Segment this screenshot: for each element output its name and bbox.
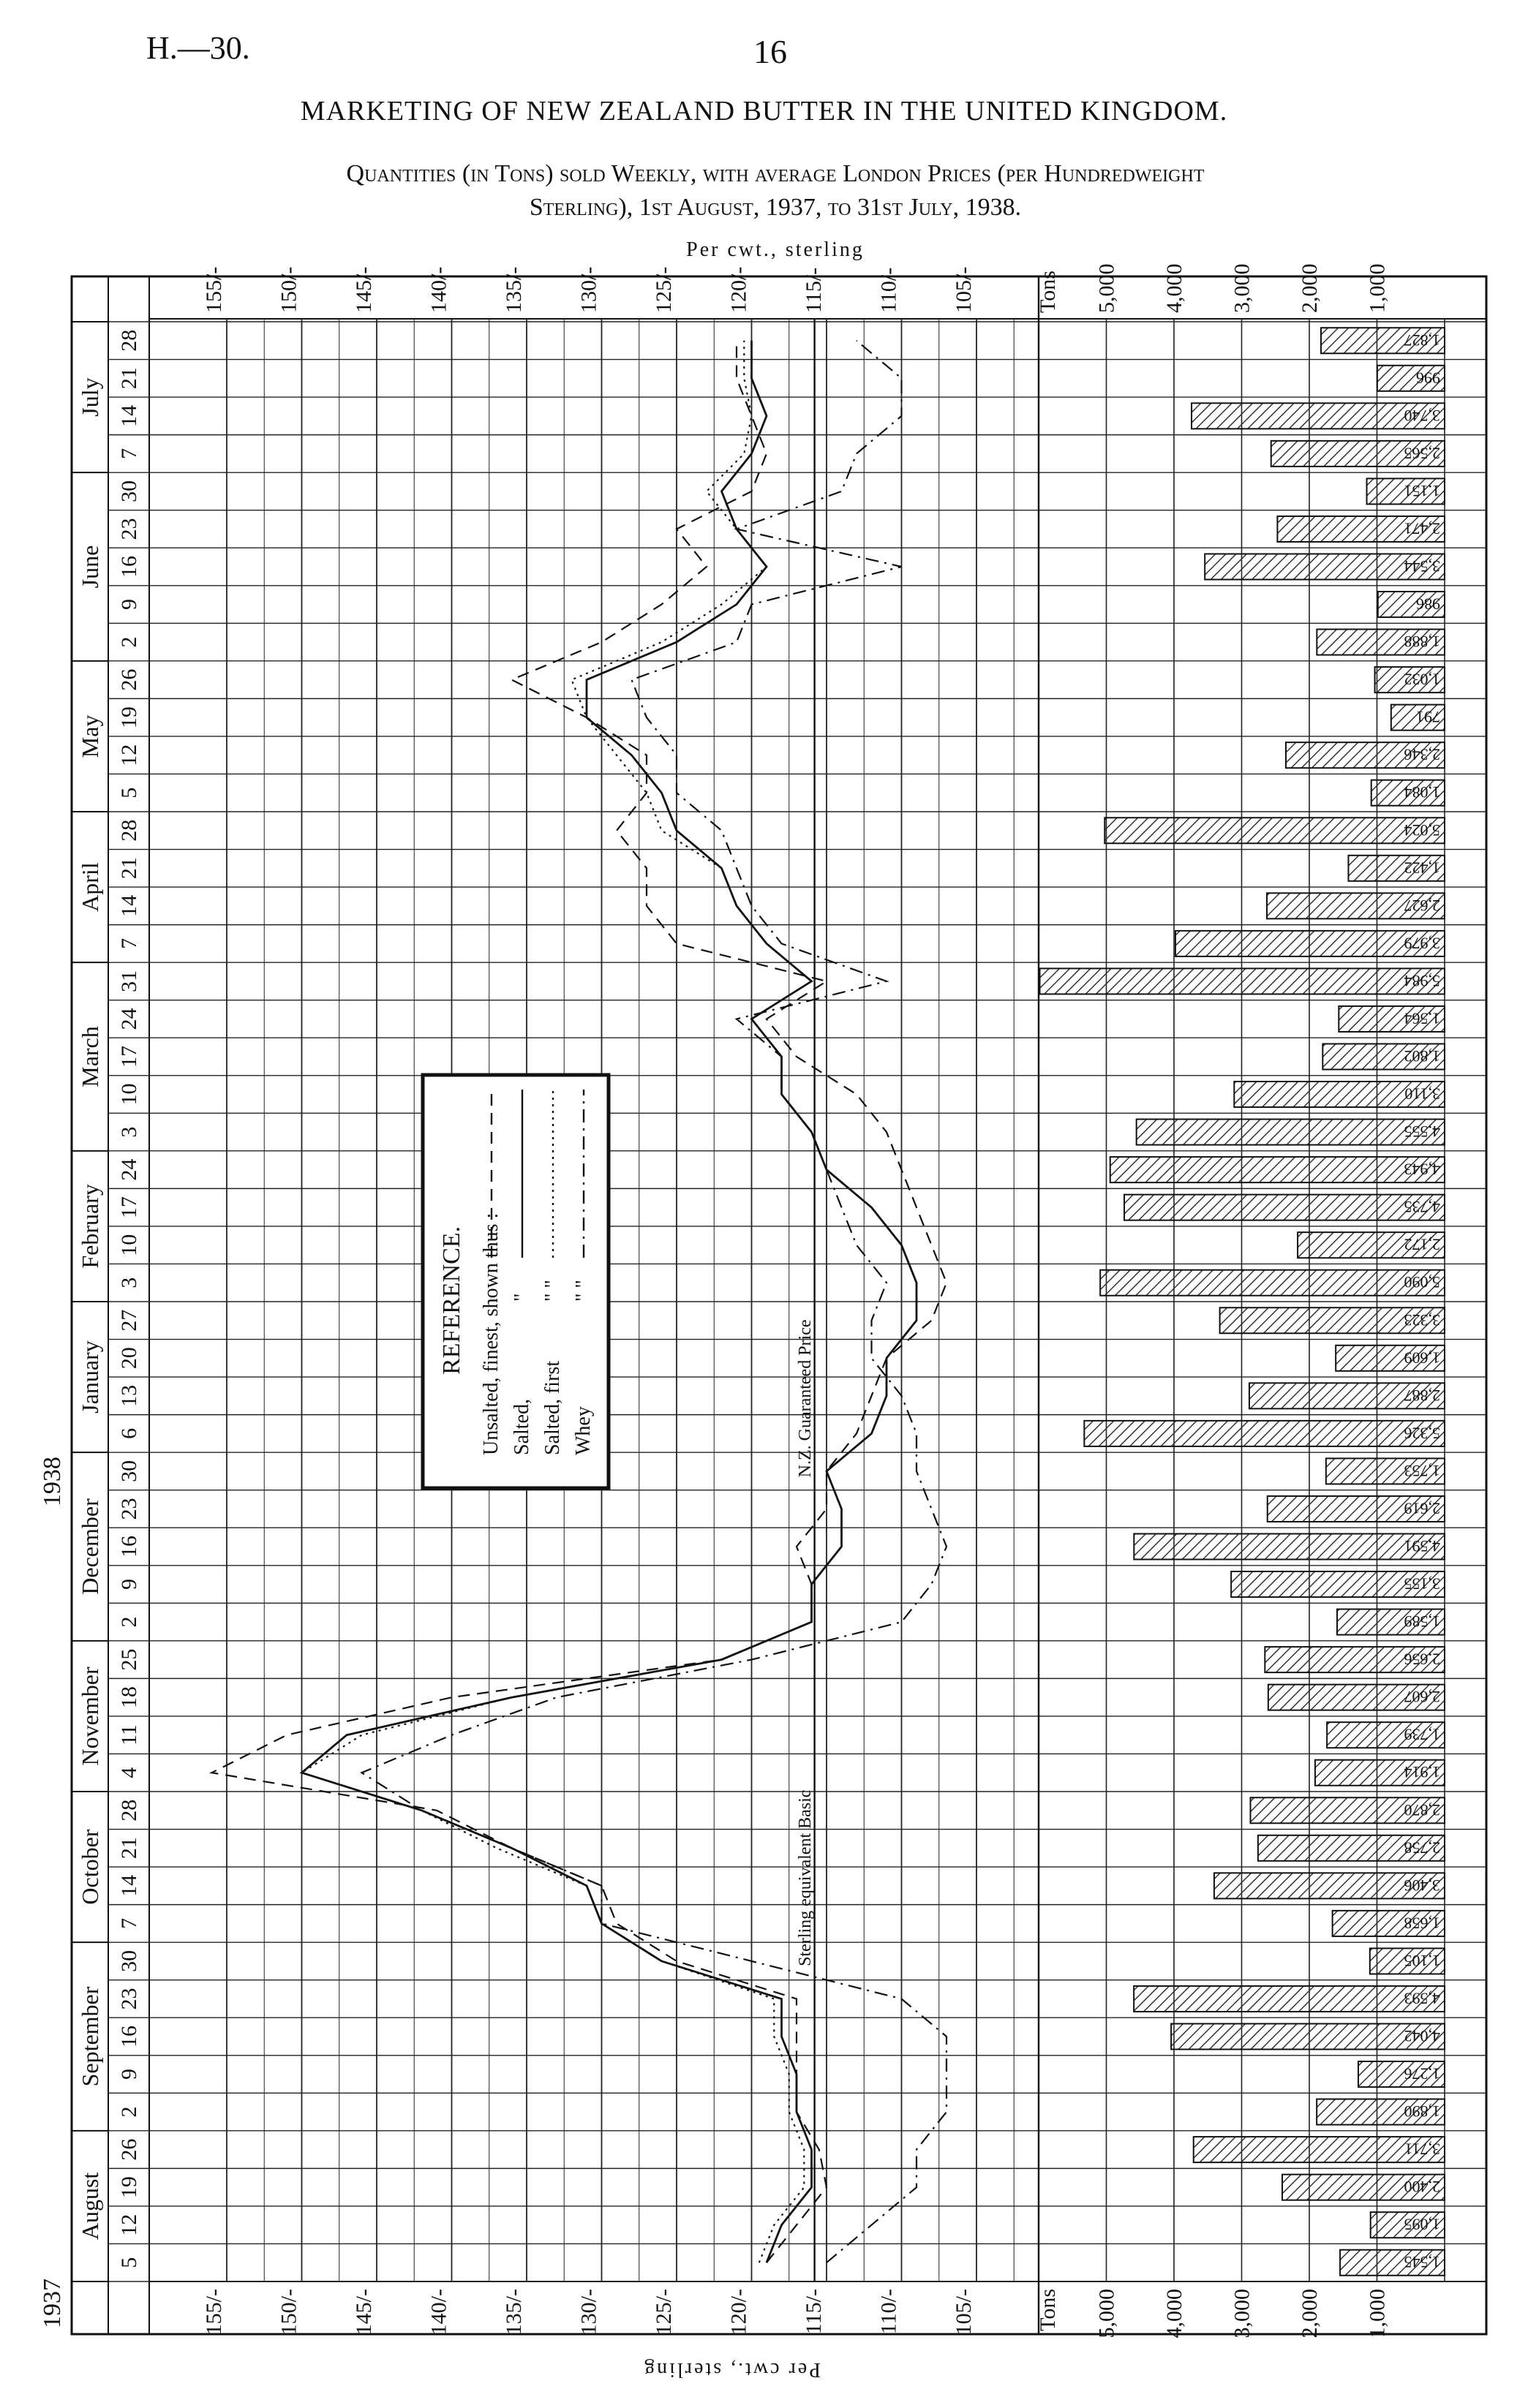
tons-bar-label: 1,276 [1404, 2064, 1440, 2083]
tons-tick-label-bottom: 2,000 [1298, 2289, 1322, 2339]
year-label: 1937 [39, 2279, 66, 2328]
subtitle-line-1: Quantities (in Tons) sold Weekly, with average London Prices (per Hundredweight [346, 160, 1205, 187]
tons-bar-label: 2,607 [1404, 1688, 1440, 1707]
tons-bar-label: 2,619 [1404, 1499, 1440, 1518]
week-day-label: 26 [117, 2138, 141, 2161]
week-day-label: 16 [117, 1536, 141, 1558]
price-tick-label-top: 130/- [576, 266, 601, 313]
price-tick-label-top: 120/- [726, 266, 751, 313]
price-tick-label-bottom: 110/- [876, 2289, 901, 2335]
tons-tick-label-bottom: 3,000 [1230, 2289, 1254, 2339]
week-day-label: 14 [117, 894, 141, 917]
tons-bar-label: 2,656 [1404, 1650, 1440, 1669]
tons-bar [1084, 1421, 1445, 1446]
week-day-label: 21 [117, 367, 141, 390]
week-day-label: 25 [117, 1648, 141, 1671]
tons-bar-label: 1,545 [1404, 2253, 1440, 2272]
tons-bar-label: 791 [1416, 708, 1440, 727]
legend-label: Salted, [511, 1399, 533, 1455]
price-tick-label-bottom: 140/- [426, 2289, 451, 2336]
tons-bar-label: 1,589 [1404, 1612, 1440, 1631]
week-day-label: 27 [117, 1309, 141, 1332]
tons-bar-label: 1,739 [1404, 1725, 1440, 1744]
tons-bar-label: 1,890 [1404, 2102, 1440, 2121]
tons-bar-label: 2,346 [1404, 745, 1440, 764]
price-axis-label-inverted: Per cwt., sterling [642, 2358, 821, 2381]
tons-bar-label: 5,090 [1404, 1273, 1440, 1292]
tons-bar-label: 4,555 [1404, 1122, 1440, 1141]
week-day-label: 14 [117, 404, 141, 427]
week-day-label: 20 [117, 1347, 141, 1370]
tons-bar-label: 4,042 [1404, 2027, 1440, 2045]
tons-bar-label: 3,979 [1404, 934, 1440, 953]
tons-bar-label: 996 [1416, 369, 1440, 388]
week-day-label: 19 [117, 706, 141, 729]
annotation-basic: Sterling equivalent Basic [796, 1789, 815, 1966]
tons-bar-label: 4,735 [1404, 1198, 1440, 1217]
price-tick-label-top: 115/- [802, 267, 826, 313]
week-day-label: 19 [117, 2176, 141, 2199]
week-day-label: 2 [117, 636, 141, 648]
week-day-label: 12 [117, 744, 141, 766]
week-day-label: 2 [117, 2106, 141, 2118]
price-tick-label-top: 155/- [202, 266, 226, 313]
week-day-label: 17 [117, 1046, 141, 1068]
tons-bar-label: 1,422 [1404, 858, 1440, 877]
tons-bar-label: 2,400 [1404, 2178, 1440, 2197]
week-day-label: 9 [117, 2069, 141, 2080]
week-day-label: 30 [117, 480, 141, 502]
week-day-label: 23 [117, 1988, 141, 2010]
legend-label: Unsalted, finest, shown thus : [480, 1212, 503, 1455]
tons-bar [1104, 818, 1445, 843]
tons-tick-label-top: 4,000 [1162, 263, 1186, 313]
week-day-label: 14 [117, 1874, 141, 1897]
price-tick-label-bottom: 105/- [952, 2289, 976, 2336]
week-day-label: 21 [117, 1837, 141, 1860]
tons-tick-label-bottom: 4,000 [1162, 2289, 1186, 2339]
tons-bar-label: 3,155 [1404, 1574, 1440, 1593]
week-day-label: 3 [117, 1126, 141, 1138]
week-day-label: 21 [117, 857, 141, 880]
tons-tick-label-top: 3,000 [1230, 263, 1254, 313]
price-tick-label-top: 105/- [952, 266, 976, 313]
legend-ditto: " " [572, 1280, 595, 1302]
tons-bar-label: 1,151 [1404, 481, 1440, 500]
price-tick-label-top: 110/- [876, 267, 901, 313]
tons-bar-label: 1,095 [1404, 2215, 1440, 2234]
week-day-label: 17 [117, 1196, 141, 1219]
tons-axis-label-bottom: Tons [1036, 2289, 1060, 2331]
tons-tick-label-top: 1,000 [1365, 263, 1390, 313]
tons-bar-label: 4,943 [1404, 1160, 1440, 1179]
tons-bar-label: 1,753 [1404, 1461, 1440, 1480]
week-day-label: 5 [117, 787, 141, 799]
tons-bar-label: 3,110 [1404, 1084, 1440, 1103]
price-tick-label-top: 140/- [426, 266, 451, 313]
price-tick-label-bottom: 125/- [652, 2289, 676, 2336]
price-tick-label-top: 150/- [276, 266, 301, 313]
week-day-label: 18 [117, 1686, 141, 1709]
week-day-label: 7 [117, 1917, 141, 1929]
tons-bar-label: 4,593 [1404, 1989, 1440, 2008]
subtitle-line-2: Sterling), 1st August, 1937, to 31st July, 1938. [529, 194, 1022, 221]
tons-bar-label: 2,471 [1404, 519, 1440, 538]
tons-bar [1134, 1533, 1445, 1559]
price-tick-label-top: 145/- [352, 266, 376, 313]
month-label: February [77, 1184, 103, 1269]
legend-ditto: " [511, 1293, 533, 1302]
tons-bar-label: 1,105 [1404, 1951, 1440, 1970]
week-day-label: 30 [117, 1460, 141, 1482]
tons-bar-label: 2,870 [1404, 1800, 1440, 1819]
week-day-label: 7 [117, 937, 141, 949]
week-day-label: 13 [117, 1384, 141, 1407]
tons-bar [1100, 1270, 1445, 1296]
week-day-label: 10 [117, 1234, 141, 1256]
tons-bar-label: 986 [1416, 595, 1440, 614]
tons-bar [1137, 1120, 1445, 1145]
legend-label: Whey [572, 1406, 595, 1455]
price-tick-label-bottom: 145/- [352, 2289, 376, 2336]
month-label: January [77, 1340, 103, 1414]
week-day-label: 26 [117, 668, 141, 691]
tons-bar-label: 1,084 [1404, 783, 1440, 802]
week-day-label: 3 [117, 1277, 141, 1288]
tons-bar-label: 1,827 [1404, 331, 1440, 350]
tons-bar [1110, 1157, 1445, 1182]
price-tick-label-bottom: 115/- [802, 2289, 826, 2335]
week-day-label: 9 [117, 599, 141, 611]
chart-title: MARKETING OF NEW ZEALAND BUTTER IN THE UNITED KINGDOM. [300, 96, 1228, 127]
week-day-label: 12 [117, 2213, 141, 2236]
tons-bar-label: 1,609 [1404, 1348, 1440, 1367]
month-label: April [77, 862, 103, 912]
tons-bar-label: 5,984 [1404, 971, 1440, 990]
price-tick-label-bottom: 135/- [502, 2289, 526, 2336]
week-day-label: 24 [117, 1008, 141, 1030]
week-day-label: 7 [117, 448, 141, 459]
week-day-label: 9 [117, 1579, 141, 1590]
week-day-label: 10 [117, 1083, 141, 1106]
annotation-guaranteed: N.Z. Guaranteed Price [796, 1319, 815, 1478]
page-number: 16 [753, 33, 787, 70]
week-day-label: 6 [117, 1427, 141, 1439]
week-day-label: 28 [117, 1799, 141, 1822]
legend-title: REFERENCE. [438, 1226, 465, 1375]
week-day-label: 16 [117, 556, 141, 578]
tons-bar-label: 2,172 [1404, 1235, 1440, 1254]
tons-bar-label: 3,544 [1404, 557, 1440, 575]
tons-tick-label-bottom: 5,000 [1094, 2289, 1119, 2339]
tons-bar-label: 2,565 [1404, 444, 1440, 463]
page-reference: H.—30. [146, 30, 250, 66]
legend-ditto: " " [541, 1280, 564, 1302]
tons-bar-label: 3,406 [1404, 1876, 1440, 1895]
price-tick-label-bottom: 130/- [576, 2289, 601, 2336]
tons-bar-label: 1,802 [1404, 1047, 1440, 1065]
month-label: June [77, 545, 103, 589]
month-label: October [77, 1829, 103, 1905]
tons-bar-label: 1,914 [1404, 1763, 1440, 1782]
week-day-label: 4 [117, 1767, 141, 1778]
tons-bar-label: 2,627 [1404, 896, 1440, 915]
week-day-label: 30 [117, 1950, 141, 1972]
tons-bar-label: 1,564 [1404, 1009, 1440, 1028]
tons-bar-label: 2,887 [1404, 1386, 1440, 1405]
tons-axis-label-top: Tons [1036, 271, 1060, 313]
month-label: May [77, 714, 103, 758]
price-tick-label-bottom: 150/- [276, 2289, 301, 2336]
month-label: November [77, 1667, 103, 1766]
tons-bar-label: 4,591 [1404, 1537, 1440, 1555]
tons-bar-label: 5,326 [1404, 1424, 1440, 1443]
tons-tick-label-bottom: 1,000 [1365, 2289, 1390, 2339]
month-label: July [77, 377, 103, 417]
tons-bar-label: 3,711 [1404, 2140, 1440, 2159]
week-day-label: 5 [117, 2257, 141, 2268]
tons-bar-label: 3,740 [1404, 406, 1440, 425]
tons-bar [1039, 968, 1445, 994]
price-tick-label-bottom: 155/- [202, 2289, 226, 2336]
price-tick-label-top: 135/- [502, 266, 526, 313]
tons-bar-label: 1,032 [1404, 670, 1440, 689]
week-day-label: 28 [117, 819, 141, 842]
tons-bar-label: 1,658 [1404, 1914, 1440, 1933]
reference-legend [423, 1075, 609, 1488]
month-label: August [77, 2172, 103, 2241]
year-label: 1938 [39, 1457, 66, 1507]
week-day-label: 23 [117, 518, 141, 540]
tons-tick-label-top: 2,000 [1298, 263, 1322, 313]
price-tick-label-bottom: 120/- [726, 2289, 751, 2336]
price-axis-label: Per cwt., sterling [686, 238, 865, 261]
week-day-label: 23 [117, 1498, 141, 1520]
week-day-label: 16 [117, 2026, 141, 2047]
price-tick-label-top: 125/- [652, 266, 676, 313]
week-day-label: 2 [117, 1616, 141, 1628]
week-day-label: 28 [117, 329, 141, 352]
tons-bar-label: 1,888 [1404, 633, 1440, 652]
tons-bar [1134, 1986, 1445, 2012]
week-day-label: 31 [117, 970, 141, 992]
week-day-label: 24 [117, 1158, 141, 1181]
month-label: March [77, 1026, 103, 1087]
tons-bar-label: 3,323 [1404, 1310, 1440, 1329]
month-label: December [77, 1498, 103, 1595]
week-day-label: 11 [117, 1724, 141, 1746]
tons-bar [1171, 2023, 1445, 2049]
tons-tick-label-top: 5,000 [1094, 263, 1119, 313]
tons-bar-label: 2,758 [1404, 1838, 1440, 1857]
tons-bar-label: 5,024 [1404, 820, 1440, 839]
tons-bar [1124, 1195, 1445, 1220]
month-label: September [77, 1986, 103, 2087]
legend-label: Salted, first [541, 1360, 564, 1455]
